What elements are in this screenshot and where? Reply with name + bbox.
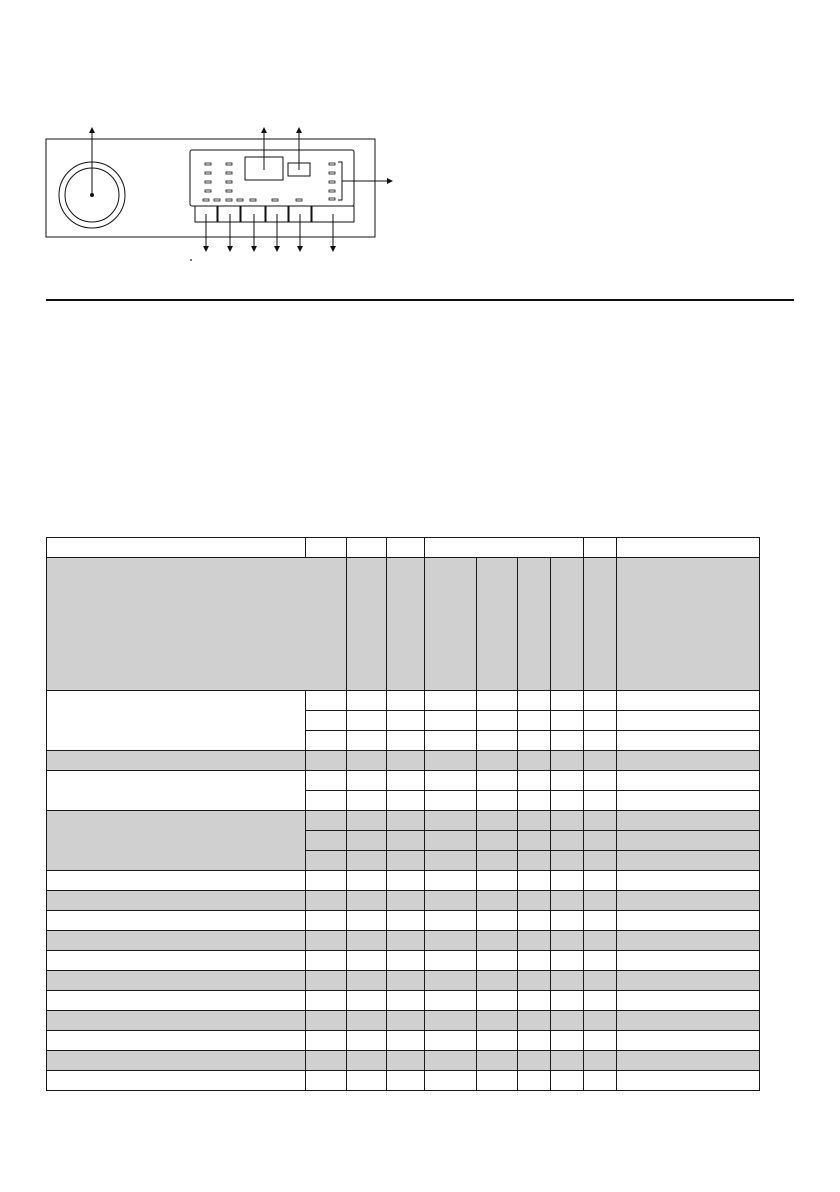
- value-cell: [617, 991, 760, 1011]
- value-cell: [617, 1011, 760, 1031]
- header-cell: [617, 538, 760, 558]
- subheader-cell: [477, 558, 518, 691]
- value-cell: [425, 791, 477, 811]
- value-cell: [387, 731, 425, 751]
- table-row: [47, 691, 760, 711]
- program-name-cell: [47, 1051, 306, 1071]
- value-cell: [584, 911, 617, 931]
- value-cell: [477, 791, 518, 811]
- value-cell: [425, 751, 477, 771]
- value-cell: [347, 951, 387, 971]
- value-cell: [551, 871, 584, 891]
- table-row: [47, 811, 760, 831]
- program-name-cell: [47, 931, 306, 951]
- value-cell: [347, 751, 387, 771]
- value-cell: [518, 711, 551, 731]
- value-cell: [551, 911, 584, 931]
- value-cell: [425, 1071, 477, 1091]
- value-cell: [518, 771, 551, 791]
- table-header-row: [47, 538, 760, 558]
- value-cell: [617, 811, 760, 831]
- value-cell: [584, 971, 617, 991]
- table-row: [47, 931, 760, 951]
- value-cell: [306, 1011, 347, 1031]
- program-table-wrap: [46, 537, 760, 1091]
- value-cell: [387, 691, 425, 711]
- table-row: [47, 1051, 760, 1071]
- value-cell: [306, 791, 347, 811]
- value-cell: [584, 791, 617, 811]
- subheader-cell: [551, 558, 584, 691]
- right-bracket: [338, 162, 342, 200]
- value-cell: [425, 771, 477, 791]
- value-cell: [425, 951, 477, 971]
- value-cell: [518, 851, 551, 871]
- value-cell: [518, 831, 551, 851]
- value-cell: [347, 851, 387, 871]
- value-cell: [477, 1051, 518, 1071]
- value-cell: [347, 1011, 387, 1031]
- table-subheader-row: [47, 558, 760, 691]
- value-cell: [477, 951, 518, 971]
- value-cell: [518, 971, 551, 991]
- panel-button-2: [218, 206, 240, 222]
- value-cell: [584, 931, 617, 951]
- value-cell: [518, 991, 551, 1011]
- value-cell: [617, 731, 760, 751]
- subheader-cell: [425, 558, 477, 691]
- value-cell: [518, 1051, 551, 1071]
- value-cell: [306, 1031, 347, 1051]
- section-divider: [46, 299, 794, 301]
- value-cell: [387, 991, 425, 1011]
- value-cell: [477, 771, 518, 791]
- value-cell: [477, 1031, 518, 1051]
- value-cell: [617, 911, 760, 931]
- value-cell: [347, 1031, 387, 1051]
- value-cell: [347, 691, 387, 711]
- value-cell: [477, 891, 518, 911]
- value-cell: [425, 931, 477, 951]
- value-cell: [425, 831, 477, 851]
- value-cell: [617, 751, 760, 771]
- value-cell: [306, 751, 347, 771]
- table-row: [47, 911, 760, 931]
- value-cell: [387, 791, 425, 811]
- value-cell: [477, 1071, 518, 1091]
- value-cell: [551, 811, 584, 831]
- value-cell: [518, 911, 551, 931]
- value-cell: [584, 951, 617, 971]
- table-row: [47, 771, 760, 791]
- value-cell: [551, 891, 584, 911]
- value-cell: [617, 1031, 760, 1051]
- subheader-cell: [584, 558, 617, 691]
- value-cell: [306, 951, 347, 971]
- value-cell: [584, 751, 617, 771]
- value-cell: [477, 831, 518, 851]
- value-cell: [306, 811, 347, 831]
- value-cell: [425, 871, 477, 891]
- value-cell: [387, 871, 425, 891]
- value-cell: [347, 791, 387, 811]
- header-cell: [425, 538, 584, 558]
- stray-mark: [190, 259, 192, 261]
- value-cell: [477, 811, 518, 831]
- value-cell: [347, 971, 387, 991]
- value-cell: [477, 911, 518, 931]
- value-cell: [387, 771, 425, 791]
- value-cell: [425, 811, 477, 831]
- program-name-cell: [47, 871, 306, 891]
- program-name-cell: [47, 1071, 306, 1091]
- table-row: [47, 1071, 760, 1091]
- table-row: [47, 951, 760, 971]
- value-cell: [425, 891, 477, 911]
- value-cell: [387, 1011, 425, 1031]
- value-cell: [347, 711, 387, 731]
- value-cell: [477, 971, 518, 991]
- value-cell: [617, 1071, 760, 1091]
- program-name-cell: [47, 911, 306, 931]
- value-cell: [551, 951, 584, 971]
- value-cell: [617, 891, 760, 911]
- value-cell: [425, 911, 477, 931]
- value-cell: [387, 1051, 425, 1071]
- program-name-cell: [47, 1031, 306, 1051]
- value-cell: [551, 831, 584, 851]
- value-cell: [425, 731, 477, 751]
- value-cell: [387, 931, 425, 951]
- table-row: [47, 1031, 760, 1051]
- value-cell: [584, 851, 617, 871]
- table-row: [47, 891, 760, 911]
- value-cell: [551, 691, 584, 711]
- value-cell: [584, 711, 617, 731]
- value-cell: [551, 791, 584, 811]
- value-cell: [477, 991, 518, 1011]
- program-name-cell: [47, 771, 306, 811]
- value-cell: [518, 731, 551, 751]
- value-cell: [347, 811, 387, 831]
- value-cell: [425, 971, 477, 991]
- value-cell: [617, 711, 760, 731]
- table-row: [47, 871, 760, 891]
- value-cell: [477, 1011, 518, 1031]
- value-cell: [584, 991, 617, 1011]
- value-cell: [551, 751, 584, 771]
- header-cell: [387, 538, 425, 558]
- value-cell: [551, 731, 584, 751]
- value-cell: [387, 1071, 425, 1091]
- value-cell: [551, 1011, 584, 1031]
- table-row: [47, 991, 760, 1011]
- value-cell: [425, 1031, 477, 1051]
- value-cell: [477, 871, 518, 891]
- value-cell: [617, 1051, 760, 1071]
- value-cell: [387, 831, 425, 851]
- value-cell: [551, 1031, 584, 1051]
- subheader-cell: [518, 558, 551, 691]
- value-cell: [584, 831, 617, 851]
- subheader-cell: [347, 558, 387, 691]
- value-cell: [306, 1071, 347, 1091]
- program-name-cell: [47, 1011, 306, 1031]
- value-cell: [387, 811, 425, 831]
- value-cell: [518, 1071, 551, 1091]
- subheader-cell: [387, 558, 425, 691]
- value-cell: [584, 811, 617, 831]
- value-cell: [518, 951, 551, 971]
- value-cell: [617, 871, 760, 891]
- value-cell: [306, 731, 347, 751]
- value-cell: [387, 971, 425, 991]
- value-cell: [347, 991, 387, 1011]
- value-cell: [425, 711, 477, 731]
- value-cell: [347, 771, 387, 791]
- program-name-cell: [47, 751, 306, 771]
- value-cell: [306, 771, 347, 791]
- header-cell: [306, 538, 347, 558]
- value-cell: [518, 891, 551, 911]
- value-cell: [387, 891, 425, 911]
- header-cell: [584, 538, 617, 558]
- value-cell: [584, 1051, 617, 1071]
- value-cell: [477, 931, 518, 951]
- program-table: [46, 537, 760, 1091]
- value-cell: [584, 1071, 617, 1091]
- value-cell: [306, 691, 347, 711]
- value-cell: [551, 851, 584, 871]
- value-cell: [584, 871, 617, 891]
- value-cell: [306, 891, 347, 911]
- value-cell: [551, 931, 584, 951]
- program-name-cell: [47, 971, 306, 991]
- value-cell: [306, 991, 347, 1011]
- header-cell: [47, 538, 306, 558]
- value-cell: [584, 731, 617, 751]
- value-cell: [617, 791, 760, 811]
- value-cell: [617, 771, 760, 791]
- value-cell: [518, 1031, 551, 1051]
- indicator-leds-bottom: [203, 199, 302, 201]
- value-cell: [425, 1051, 477, 1071]
- value-cell: [347, 731, 387, 751]
- value-cell: [425, 991, 477, 1011]
- value-cell: [518, 931, 551, 951]
- table-row: [47, 971, 760, 991]
- value-cell: [347, 911, 387, 931]
- value-cell: [551, 971, 584, 991]
- value-cell: [518, 1011, 551, 1031]
- value-cell: [347, 871, 387, 891]
- value-cell: [347, 831, 387, 851]
- value-cell: [387, 751, 425, 771]
- program-name-cell: [47, 951, 306, 971]
- value-cell: [477, 691, 518, 711]
- value-cell: [584, 691, 617, 711]
- value-cell: [477, 711, 518, 731]
- value-cell: [387, 1031, 425, 1051]
- value-cell: [387, 851, 425, 871]
- value-cell: [306, 971, 347, 991]
- value-cell: [347, 931, 387, 951]
- value-cell: [617, 951, 760, 971]
- value-cell: [617, 931, 760, 951]
- value-cell: [617, 971, 760, 991]
- header-cell: [347, 538, 387, 558]
- indicator-leds-left: [205, 163, 232, 192]
- table-row: [47, 751, 760, 771]
- value-cell: [306, 851, 347, 871]
- value-cell: [551, 771, 584, 791]
- value-cell: [518, 691, 551, 711]
- program-name-cell: [47, 811, 306, 871]
- value-cell: [306, 711, 347, 731]
- value-cell: [584, 771, 617, 791]
- subheader-cell: [617, 558, 760, 691]
- value-cell: [306, 1051, 347, 1071]
- value-cell: [425, 691, 477, 711]
- value-cell: [584, 1011, 617, 1031]
- value-cell: [551, 1051, 584, 1071]
- value-cell: [306, 931, 347, 951]
- value-cell: [306, 831, 347, 851]
- value-cell: [425, 1011, 477, 1031]
- value-cell: [425, 851, 477, 871]
- value-cell: [387, 951, 425, 971]
- arrow-callout-icon: [92, 130, 390, 249]
- value-cell: [617, 851, 760, 871]
- value-cell: [518, 871, 551, 891]
- value-cell: [477, 751, 518, 771]
- value-cell: [617, 831, 760, 851]
- subheader-cell: [47, 558, 347, 691]
- value-cell: [387, 711, 425, 731]
- value-cell: [551, 991, 584, 1011]
- value-cell: [518, 751, 551, 771]
- value-cell: [477, 731, 518, 751]
- button-row: [195, 206, 354, 222]
- value-cell: [551, 711, 584, 731]
- value-cell: [477, 851, 518, 871]
- program-name-cell: [47, 691, 306, 751]
- indicator-leds-right: [329, 163, 335, 200]
- value-cell: [306, 871, 347, 891]
- program-name-cell: [47, 891, 306, 911]
- value-cell: [551, 1071, 584, 1091]
- value-cell: [518, 791, 551, 811]
- table-row: [47, 1011, 760, 1031]
- value-cell: [306, 911, 347, 931]
- control-panel-diagram: [0, 0, 840, 300]
- value-cell: [387, 911, 425, 931]
- value-cell: [347, 1051, 387, 1071]
- value-cell: [617, 691, 760, 711]
- value-cell: [347, 891, 387, 911]
- program-name-cell: [47, 991, 306, 1011]
- value-cell: [584, 891, 617, 911]
- value-cell: [518, 811, 551, 831]
- panel-button-3: [241, 206, 265, 222]
- value-cell: [347, 1071, 387, 1091]
- value-cell: [584, 1031, 617, 1051]
